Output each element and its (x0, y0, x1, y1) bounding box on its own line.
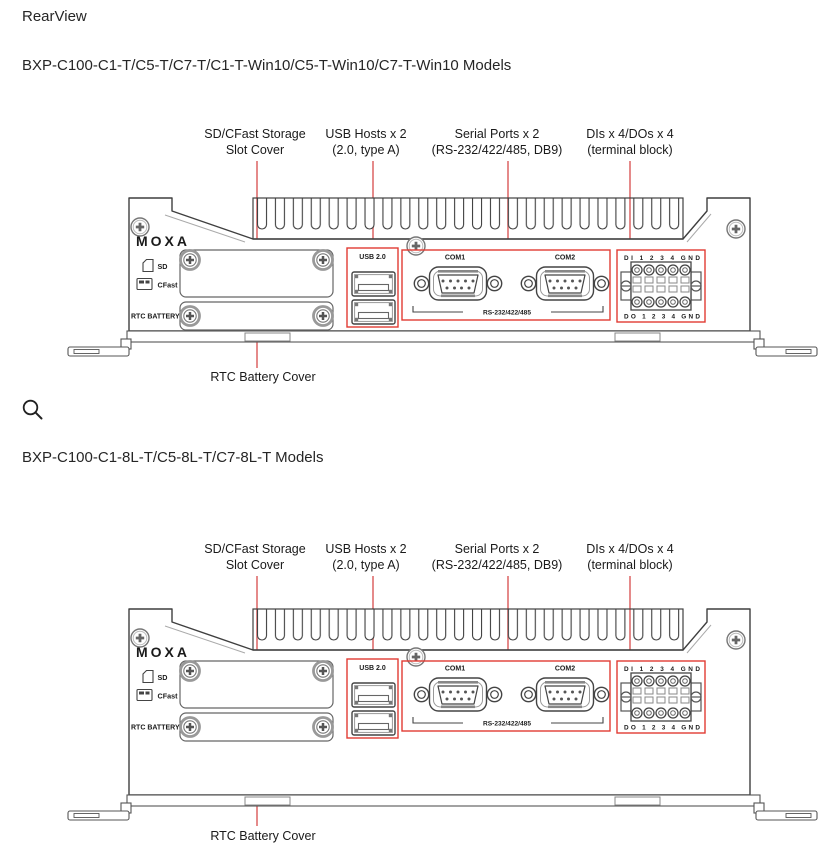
cfast-label: CFast (157, 280, 178, 290)
callout-line2: (2.0, type A) (332, 558, 400, 572)
callout-label-dio (586, 541, 674, 573)
mounting-slot-left (74, 814, 99, 818)
callout-line2: (RS-232/422/485, DB9) (431, 143, 563, 157)
usb-label: USB 2.0 (359, 254, 386, 261)
serial-standard-label: RS-232/422/485 (482, 309, 532, 317)
callout-line2: Slot Cover (225, 143, 285, 157)
callout-line2: (terminal block) (587, 143, 673, 157)
base-plate (127, 331, 760, 342)
callout-line1: Serial Ports x 2 (454, 542, 540, 556)
rtc-battery-label: RTC BATTERY (131, 724, 180, 732)
com1-label: COM1 (444, 254, 466, 262)
com2-label: COM2 (554, 254, 576, 262)
mounting-slot-left (74, 350, 99, 354)
base-tab (615, 797, 660, 805)
magnifier-icon[interactable] (21, 398, 45, 422)
do-row-label: DO 1 2 3 4 GND (624, 313, 700, 321)
base-tab (615, 333, 660, 341)
callout-line2: Slot Cover (225, 558, 285, 572)
callout-label-serial (432, 541, 563, 573)
com1-label: COM1 (444, 665, 466, 673)
callout-label-usb (325, 126, 406, 158)
callout-line2: (RS-232/422/485, DB9) (431, 558, 563, 572)
callout-line1: USB Hosts x 2 (325, 542, 407, 556)
usb-label: USB 2.0 (359, 665, 386, 672)
moxa-logo: MOXA (136, 644, 190, 660)
callout-label-sd-cover (204, 541, 305, 573)
com2-label: COM2 (554, 665, 576, 673)
page-title: RearView (22, 8, 87, 25)
callout-line1: DIs x 4/DOs x 4 (586, 542, 674, 556)
callout-line1: Serial Ports x 2 (454, 127, 540, 141)
sd-label: SD (157, 262, 168, 271)
serial-standard-label: RS-232/422/485 (482, 720, 532, 728)
callout-line1: SD/CFast Storage (204, 542, 306, 556)
rtc-battery-label: RTC BATTERY (131, 313, 180, 321)
callout-line1: USB Hosts x 2 (325, 127, 407, 141)
rear-panel-diagram (65, 607, 820, 823)
rtc-battery-cover-label: RTC Battery Cover (210, 370, 316, 384)
mounting-slot-right (786, 350, 811, 354)
base-tab (245, 797, 290, 805)
callout-label-dio (586, 126, 674, 158)
rear-panel-diagram (65, 196, 820, 359)
callout-label-serial (432, 126, 563, 158)
cfast-label: CFast (157, 691, 178, 701)
rtc-battery-cover-label: RTC Battery Cover (210, 829, 316, 843)
callout-line2: (2.0, type A) (332, 143, 400, 157)
callout-label-usb (325, 541, 406, 573)
callout-line2: (terminal block) (587, 558, 673, 572)
base-plate (127, 795, 760, 806)
model-heading: BXP-C100-C1-T/C5-T/C7-T/C1-T-Win10/C5-T-Win10/C7-T-Win10 Models (22, 57, 512, 74)
callout-line1: DIs x 4/DOs x 4 (586, 127, 674, 141)
mounting-slot-right (786, 814, 811, 818)
moxa-logo: MOXA (136, 233, 190, 249)
di-row-label: DI 1 2 3 4 GND (624, 255, 700, 262)
model-heading: BXP-C100-C1-8L-T/C5-8L-T/C7-8L-T Models (22, 449, 324, 466)
callout-line1: SD/CFast Storage (204, 127, 306, 141)
do-row-label: DO 1 2 3 4 GND (624, 724, 700, 732)
sd-label: SD (157, 673, 168, 682)
callout-label-sd-cover (204, 126, 305, 158)
base-tab (245, 333, 290, 341)
di-row-label: DI 1 2 3 4 GND (624, 666, 700, 673)
